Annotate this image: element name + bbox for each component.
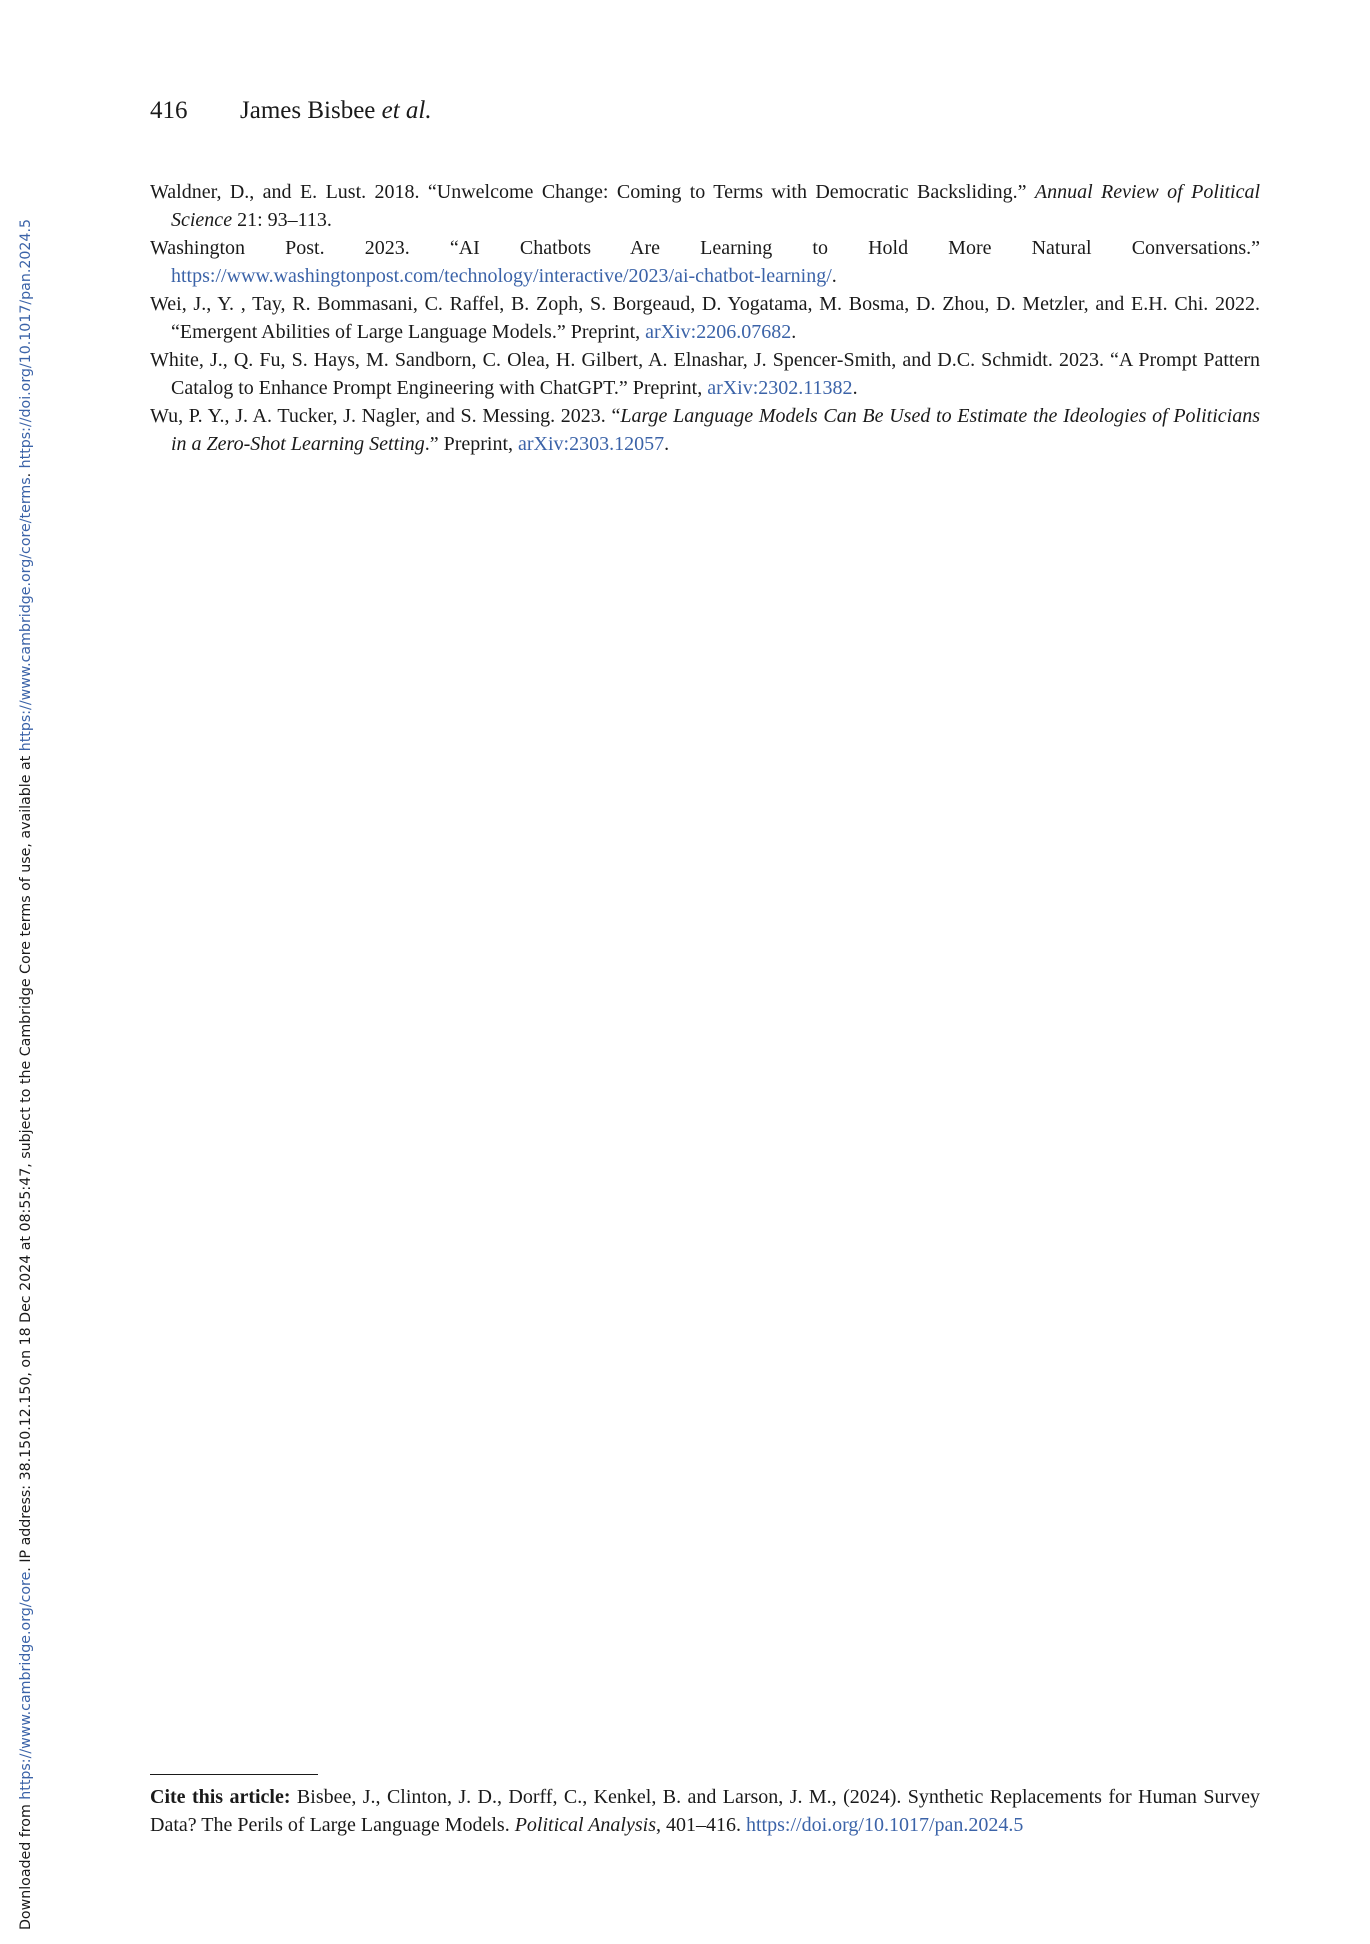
reference-arxiv-link[interactable]: arXiv:2206.07682 — [645, 321, 792, 343]
reference-end-period: . — [791, 321, 797, 343]
running-header-et-al: et al. — [381, 97, 432, 124]
reference-text-tail: 21: 93–113. — [232, 209, 332, 231]
cambridge-core-link[interactable]: https://www.cambridge.org/core — [18, 1571, 34, 1800]
reference-arxiv-link[interactable]: arXiv:2303.12057 — [518, 433, 665, 455]
cite-label: Cite this article: — [150, 1786, 291, 1808]
cite-doi-link[interactable]: https://doi.org/10.1017/pan.2024.5 — [746, 1814, 1024, 1836]
reference-text: Waldner, D., and E. Lust. 2018. “Unwelcome Change: Coming to Terms with Democratic Backsliding.” — [150, 181, 1035, 203]
running-header — [150, 96, 432, 126]
reference-italic-title: Large Language Models Can Be Used to Estimate the Ideologies of Politicians in a Zero-Shot Learning Setting — [171, 405, 1260, 455]
download-notice-middle: . IP address: 38.150.12.150, on 18 Dec 2024 at 08:55:47, subject to the Cambridge Core terms of use, available at — [18, 751, 34, 1572]
reference-text-tail: .” Preprint, — [424, 433, 519, 455]
running-header-author: James Bisbee — [240, 97, 382, 124]
cite-text: Bisbee, J., Clinton, J. D., Dorff, C., Kenkel, B. and Larson, J. M., (2024). Synthetic Replacements for Human Survey Data? The Perils of Large Language Models. — [150, 1786, 1260, 1836]
download-notice-separator: . — [18, 468, 34, 478]
download-notice-sidebar — [0, 0, 34, 1944]
reference-list — [150, 178, 1260, 458]
cambridge-terms-link[interactable]: https://www.cambridge.org/core/terms — [18, 477, 34, 752]
cite-this-article — [150, 1783, 1260, 1839]
reference-end-period: . — [664, 433, 670, 455]
reference-journal: Annual Review of Political Science — [171, 181, 1260, 231]
reference-entry-white — [150, 346, 1260, 402]
reference-text: Washington Post. 2023. “AI Chatbots Are Learning to Hold More Natural Conversations.” — [150, 237, 1260, 259]
reference-url-link[interactable]: https://www.washingtonpost.com/technology/interactive/2023/ai-chatbot-learning/ — [171, 265, 832, 287]
reference-text: Wu, P. Y., J. A. Tucker, J. Nagler, and S. Messing. 2023. “ — [150, 405, 621, 427]
cite-pages: , 401–416. — [656, 1814, 746, 1836]
reference-text: White, J., Q. Fu, S. Hays, M. Sandborn, C. Olea, H. Gilbert, A. Elnashar, J. Spencer-Smith, and D.C. Schmidt. 2023. “A Prompt Pattern Catalog to Enhance Prompt Engineering with ChatGPT.” Preprint, — [150, 349, 1260, 399]
reference-entry-waldner — [150, 178, 1260, 234]
reference-entry-washington-post — [150, 234, 1260, 290]
download-notice-prefix: Downloaded from — [18, 1799, 34, 1930]
sidebar-doi-link[interactable]: https://doi.org/10.1017/pan.2024.5 — [18, 219, 34, 469]
footer-divider — [150, 1774, 318, 1775]
reference-text: Wei, J., Y. , Tay, R. Bommasani, C. Raffel, B. Zoph, S. Borgeaud, D. Yogatama, M. Bosma, D. Zhou, D. Metzler, and E.H. Chi. 2022. “Emergent Abilities of Large Language Models.” Preprint, — [150, 293, 1260, 343]
download-notice-text — [17, 219, 35, 1930]
page-number: 416 — [150, 97, 188, 124]
reference-end-period: . — [831, 265, 837, 287]
reference-end-period: . — [852, 377, 858, 399]
reference-arxiv-link[interactable]: arXiv:2302.11382 — [707, 377, 853, 399]
reference-entry-wei — [150, 290, 1260, 346]
reference-entry-wu — [150, 402, 1260, 458]
cite-journal: Political Analysis — [514, 1814, 656, 1836]
